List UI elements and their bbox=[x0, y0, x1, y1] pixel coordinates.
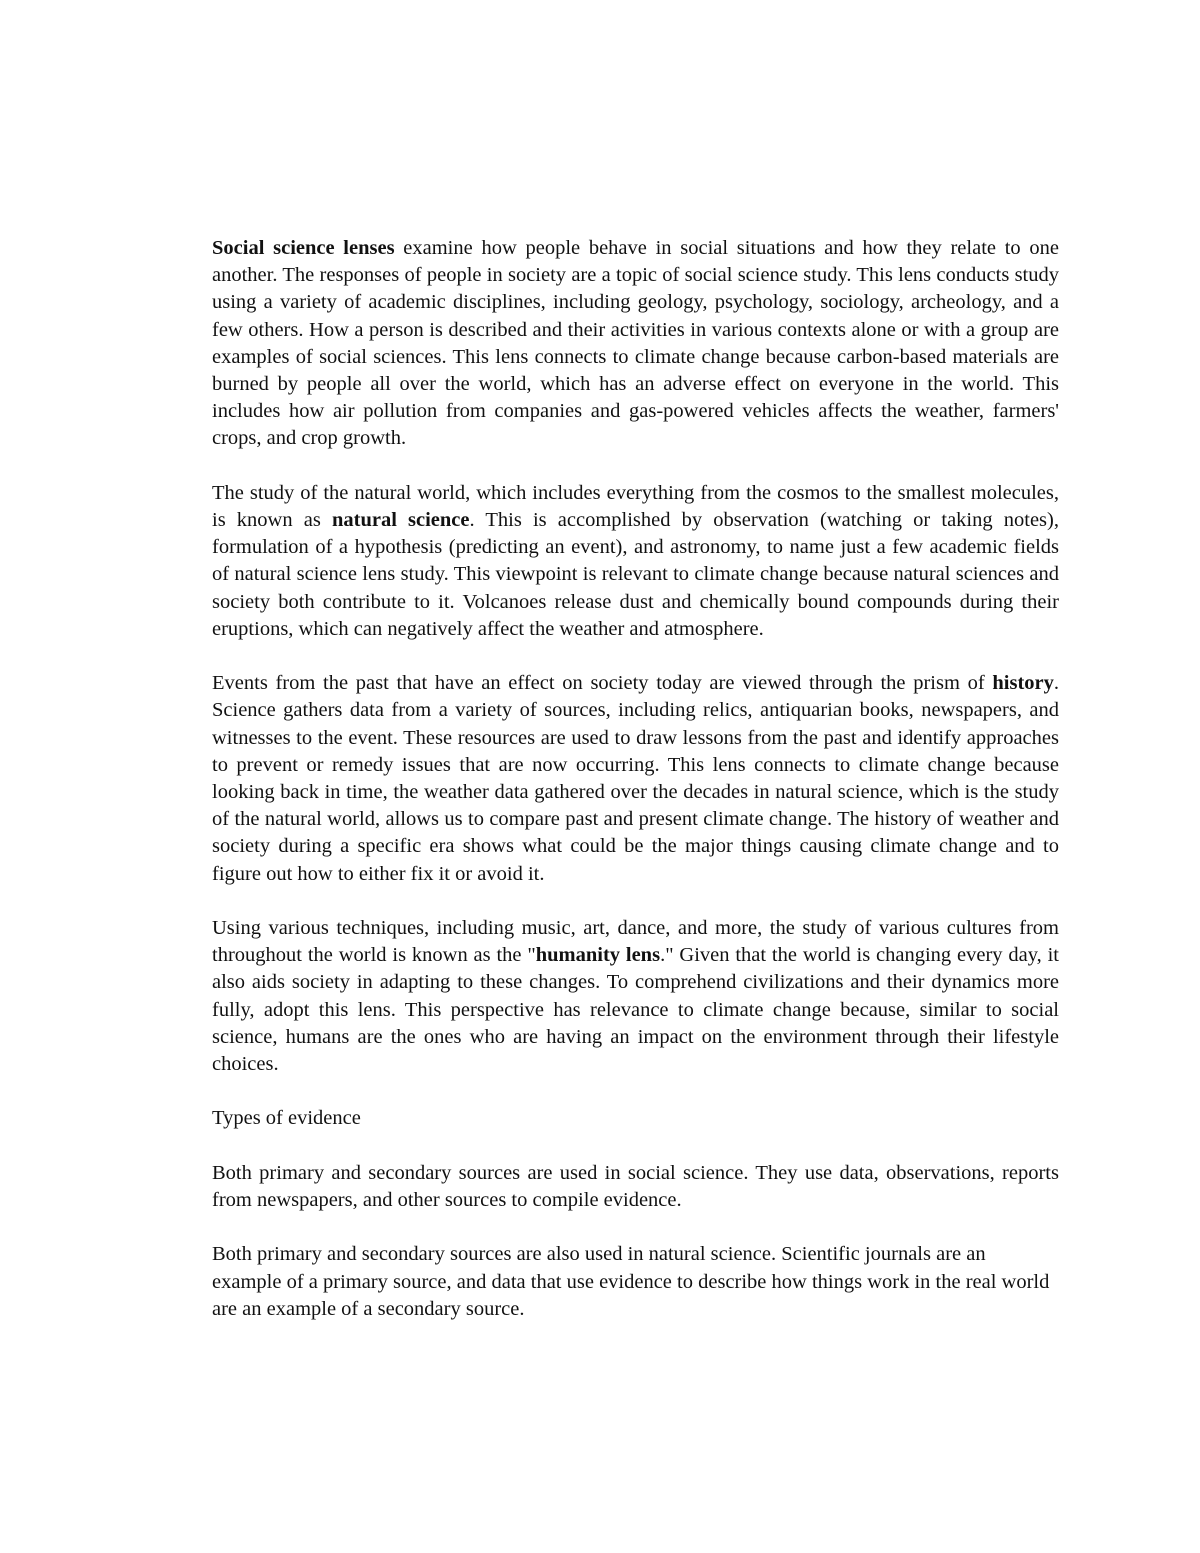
term-natural-science: natural science bbox=[331, 509, 470, 532]
document-page bbox=[212, 235, 1059, 1350]
term-humanity-lens: humanity lens bbox=[535, 944, 661, 967]
paragraph-text: . Science gathers data from a variety of sources, including relics, antiquarian books, newspapers, and witnesses to the event. These resources are used to draw lessons from the past and identify approaches to prevent or remedy issues that are now occurring. This lens connects to climate change because looking back in time, the weather data gathered over the decades in natural science, which is the study of the natural world, allows us to compare past and present climate change. The history of weather and society during a specific era shows what could be the major things causing climate change and to figure out how to either fix it or avoid it. bbox=[212, 672, 1059, 885]
section-heading-types-of-evidence: Types of evidence bbox=[212, 1107, 361, 1130]
term-history: history bbox=[992, 672, 1054, 695]
paragraph-history bbox=[212, 670, 1059, 888]
paragraph-text: examine how people behave in social situations and how they relate to one another. The responses of people in society are a topic of social science study. This lens conducts study using a variety of academic disciplines, including geology, psychology, sociology, archeology, and a few others. How a person is described and their activities in various contexts alone or with a group are examples of social sciences. This lens connects to climate change because carbon-based materials are burned by people all over the world, which has an adverse effect on everyone in the world. This includes how air pollution from companies and gas-powered vehicles affects the weather, farmers' crops, and crop growth. bbox=[212, 237, 1059, 450]
paragraph-text: ." Given that the world is changing every day, it also aids society in adapting to these changes. To comprehend civilizations and their dynamics more fully, adopt this lens. This perspective has relevance to climate change because, similar to social science, humans are the ones who are having an impact on the environment through their lifestyle choices. bbox=[212, 944, 1060, 1076]
paragraph-text: . This is accomplished by observation (watching or taking notes), formulation of a hypothesis (predicting an event), and astronomy, to name just a few academic fields of natural science lens study. This viewpoint is relevant to climate change because natural sciences and society both contribute to it. Volcanoes release dust and chemically bound compounds during their eruptions, which can negatively affect the weather and atmosphere. bbox=[212, 509, 1059, 640]
paragraph-text: Events from the past that have an effect on society today are viewed through the prism of bbox=[212, 672, 993, 695]
paragraph-text: Using various techniques, including music, art, dance, and more, the study of various cultures from throughout the world is known as the " bbox=[212, 917, 1059, 967]
paragraph-natural-science bbox=[212, 480, 1059, 643]
paragraph-evidence-social-science: Both primary and secondary sources are used in social science. They use data, observations, reports from newspapers, and other sources to compile evidence. bbox=[212, 1161, 1059, 1212]
paragraph-evidence-natural-science: Both primary and secondary sources are also used in natural science. Scientific journals are an example of a primary source, and data that use evidence to describe how things work in the real world are an example of a secondary source. bbox=[212, 1243, 1050, 1320]
term-social-science-lenses: Social science lenses bbox=[212, 237, 395, 259]
paragraph-social-science bbox=[212, 235, 1059, 453]
paragraph-text: The study of the natural world, which includes everything from the cosmos to the smallest molecules, is known as bbox=[212, 481, 1059, 532]
paragraph-humanity bbox=[212, 915, 1059, 1078]
